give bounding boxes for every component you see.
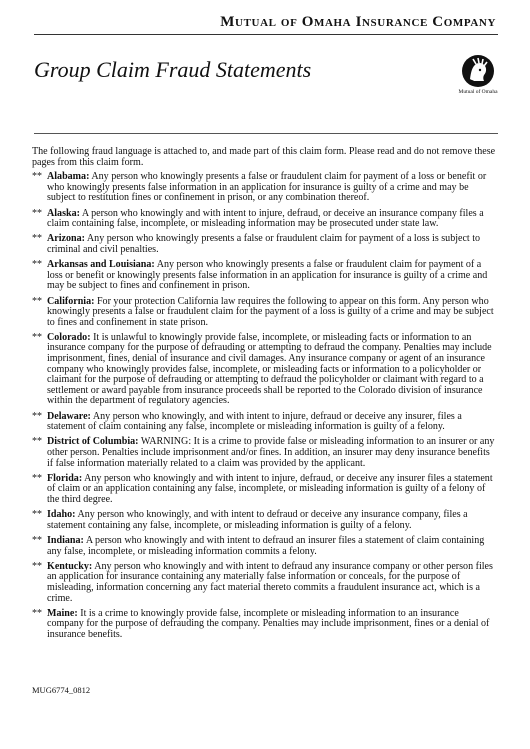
asterisk-marker: **: [32, 295, 43, 307]
statement-text: Any person who knowingly presents a false or fraudulent claim for payment of a loss or benefit or knowingly presents false information in an application for insurance is guilty of a crime and may be subject to fines and confinement in prison.: [47, 259, 488, 292]
asterisk-marker: **: [32, 534, 43, 546]
state-name: Arizona:: [47, 233, 85, 245]
statement-text: It is unlawful to knowingly provide false, incomplete, or misleading facts or information to an insurance company for the purpose of defrauding or attempting to defraud the company. Penalties may include imprisonment, fines, denial of insurance and civil damages. Any insurance company or agent of an insurance company who knowingly provides false, incomplete, or misleading facts or information to a policyholder or claimant for the purpose of defrauding or attempting to defraud the policyholder or claimant with regard to a settlement or award payable from insurance proceeds shall be reported to the Colorado division of insurance within the department of regulatory agencies.: [47, 331, 492, 407]
asterisk-marker: **: [32, 472, 43, 484]
asterisk-marker: **: [32, 171, 43, 183]
asterisk-marker: **: [32, 436, 43, 448]
asterisk-marker: **: [32, 207, 43, 219]
statement-text: It is a crime to knowingly provide false, incomplete or misleading information to an insurance company for the purpose of defrauding the company. Penalties may include imprisonment, fines or a denial of insurance benefits.: [47, 607, 490, 640]
statement-text: Any person who knowingly, and with intent to defraud or deceive any insurance company, files a statement containing any false, incomplete, or misleading information is guilty of a felony.: [47, 509, 468, 531]
asterisk-marker: **: [32, 607, 43, 619]
page-title: Group Claim Fraud Statements: [34, 57, 312, 82]
fraud-statement-item: [32, 562, 498, 604]
asterisk-marker: **: [32, 331, 43, 343]
statement-text: Any person who knowingly and with intent to injure, defraud, or deceive any insurer files a statement of claim or an application containing any false, incomplete, or misleading information is guilty of a felony of the third degree.: [47, 472, 493, 505]
statement-text: Any person who knowingly presents a false or fraudulent claim for payment of a loss is subject to criminal and civil penalties.: [47, 233, 481, 255]
statement-text: A person who knowingly and with intent to defraud an insurer files a statement of claim containing any false, incomplete, or misleading information commits a felony.: [47, 534, 485, 557]
statement-text: Any person who knowingly and with intent to defraud any insurance company or other person files an application for insurance containing any materially false information or conceals, for the purpose of misleading, information concerning any fact material thereto commits a fraudulent insurance act, which is a crime.: [47, 560, 493, 604]
fraud-statement-item: [32, 172, 498, 204]
statement-text: WARNING: It is a crime to provide false or misleading information to an insurer or any other person. Penalties include imprisonment and/or fines. In addition, an insurer may deny insurance benefits if false information materially related to a claim was provided by the applicant.: [47, 436, 495, 469]
fraud-statement-list: [32, 172, 498, 640]
header-divider: [34, 34, 498, 35]
logo-wordmark: Mutual of Omaha: [458, 89, 498, 95]
fraud-statement-item: [32, 234, 498, 255]
title-divider: [34, 133, 498, 134]
asterisk-marker: **: [32, 509, 43, 521]
statement-text: For your protection California law requires the following to appear on this form. Any person who knowingly presents a false or fraudulent claim for the payment of a loss is guilty of a crime and may be subject to fines and confinement in state prison.: [47, 295, 494, 328]
asterisk-marker: **: [32, 410, 43, 422]
state-name: Colorado:: [47, 331, 91, 343]
state-name: Kentucky:: [47, 560, 93, 572]
fraud-statement-item: [32, 333, 498, 407]
fraud-statement-item: [32, 474, 498, 506]
fraud-statement-item: [32, 437, 498, 469]
fraud-statement-item: [32, 510, 498, 531]
state-name: Idaho:: [47, 509, 76, 521]
statements-body: [32, 147, 498, 645]
asterisk-marker: **: [32, 233, 43, 245]
statement-text: Any person who knowingly presents a false or fraudulent claim for payment of a loss or benefit or who knowingly presents false information in an application for insurance is guilty of a crime and may be subject to restitution fines or confinement in prison, or any combination thereof.: [47, 171, 487, 204]
indian-head-logo-icon: [456, 54, 500, 88]
asterisk-marker: **: [32, 560, 43, 572]
state-name: Florida:: [47, 472, 83, 484]
fraud-statement-item: [32, 536, 498, 557]
state-name: Indiana:: [47, 534, 84, 546]
fraud-statement-item: [32, 209, 498, 230]
state-name: District of Columbia:: [47, 436, 139, 448]
state-name: California:: [47, 295, 95, 307]
fraud-statement-item: [32, 260, 498, 292]
intro-paragraph: The following fraud language is attached to, and made part of this claim form. Please read and do not remove these pages from this claim form.: [32, 146, 496, 168]
fraud-statement-item: [32, 297, 498, 329]
form-code: MUG6774_0812: [32, 685, 91, 695]
statement-text: Any person who knowingly, and with intent to injure, defraud or deceive any insurer, files a statement of claim containing any false, incomplete or misleading information is guilty of a felony.: [47, 410, 462, 433]
state-name: Arkansas and Louisiana:: [47, 259, 155, 271]
state-name: Maine:: [47, 607, 78, 619]
state-name: Alaska:: [47, 207, 80, 219]
asterisk-marker: **: [32, 259, 43, 271]
fraud-statement-item: [32, 609, 498, 641]
state-name: Delaware:: [47, 410, 91, 422]
fraud-statement-item: [32, 412, 498, 433]
company-logo: [456, 54, 500, 95]
company-name: Mutual of Omaha Insurance Company: [220, 14, 496, 30]
state-name: Alabama:: [47, 171, 90, 183]
statement-text: A person who knowingly and with intent to injure, defraud, or deceive an insurance company files a claim containing false, incomplete, or misleading information may be prosecuted under state law.: [47, 207, 484, 230]
